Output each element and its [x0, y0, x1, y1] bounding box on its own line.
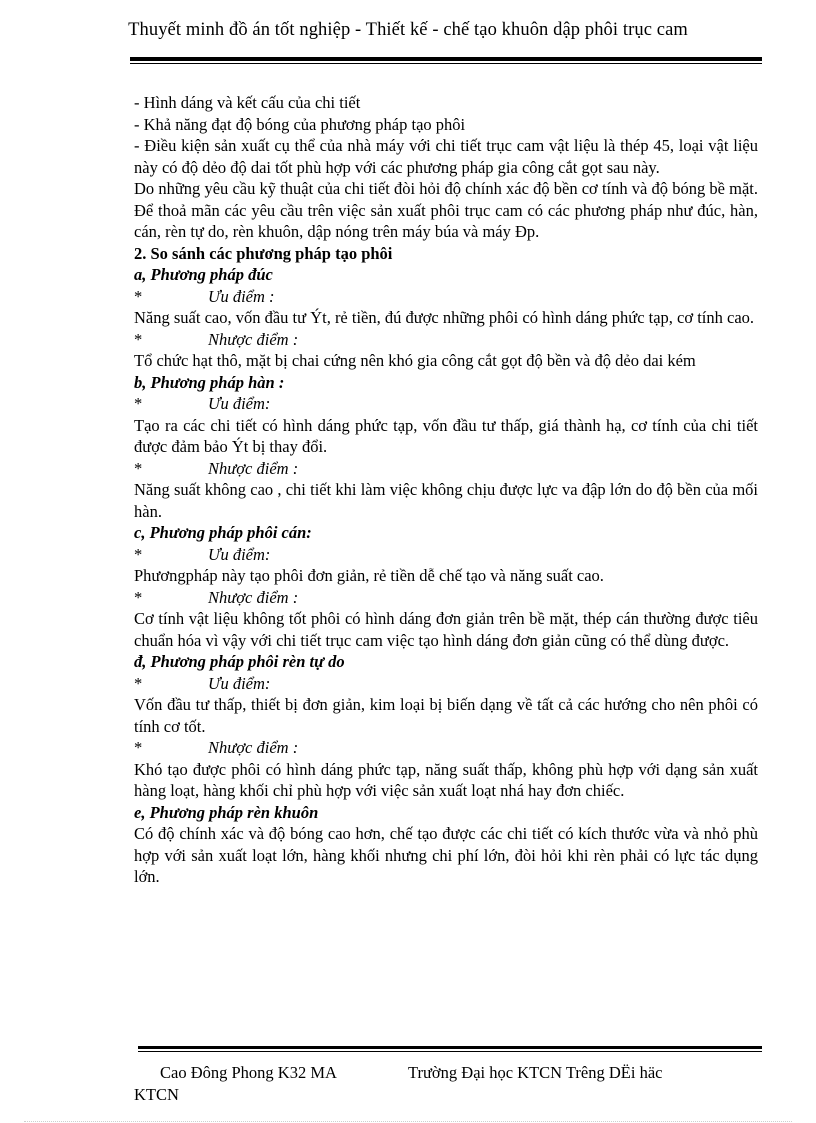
disadvantage-text: Khó tạo được phôi có hình dáng phức tạp, năng suất thấp, không phù hợp với dạng sản xuất hàng loạt, hàng khối chỉ phù hợp với việc sản xuất loạt nhá hay đơn chiếc.	[134, 759, 758, 800]
disadvantage-line	[134, 587, 758, 609]
list-item: - Điều kiện sản xuất cụ thể của nhà máy với chi tiết trục cam vật liệu là thép 45, loại vật liệu này có độ dẻo độ dai tốt phù hợp với các phương pháp gia công cắt gọt sau này.	[134, 136, 758, 177]
method-text: Có độ chính xác và độ bóng cao hơn, chế tạo được các chi tiết có kích thước vừa và nhỏ phù hợp với sản xuất loạt lớn, hàng khối nhưng chi phí lớn, đòi hỏi khi rèn phải có lực tác dụng lớn.	[134, 824, 758, 886]
advantage-label: Ưu điểm:	[208, 394, 271, 413]
disadvantage-line	[134, 458, 758, 480]
intro-paragraph: Do những yêu cầu kỹ thuật của chi tiết đòi hỏi độ chính xác độ bền cơ tính và độ bóng bề mặt. Để thoả mãn các yêu cầu trên việc sản xuất phôi trục cam có các phương pháp như đúc, hàn, cán, rèn tự do, rèn khuôn, dập nóng trên máy búa và máy Đp.	[134, 179, 758, 241]
bullet-symbol: *	[134, 673, 143, 693]
advantage-text: Tạo ra các chi tiết có hình dáng phức tạp, vốn đầu tư thấp, giá thành hạ, cơ tính của chi tiết được đảm bảo Ýt bị thay đổi.	[134, 415, 758, 456]
footer-rule	[138, 1046, 762, 1052]
disadvantage-label: Nhược điểm :	[208, 587, 299, 607]
advantage-line	[134, 286, 758, 308]
footer-school: Trường Đại học KTCN Trêng DËi häc	[408, 1063, 663, 1082]
method-title-die-forging: e, Phương pháp rèn khuôn	[134, 802, 319, 822]
bullet-symbol: *	[134, 394, 143, 413]
disadvantage-text: Năng suất không cao , chi tiết khi làm việc không chịu được lực va đập lớn do độ bền của mối hàn.	[134, 480, 758, 521]
advantage-text: Phươngpháp này tạo phôi đơn giản, rẻ tiền dễ chế tạo và năng suất cao.	[134, 566, 604, 585]
disadvantage-label: Nhược điểm :	[208, 738, 299, 757]
method-title-casting: a, Phương pháp đúc	[134, 265, 273, 284]
advantage-line	[134, 673, 758, 695]
disadvantage-line	[134, 329, 758, 351]
bullet-symbol: *	[134, 286, 143, 306]
bullet-symbol: *	[134, 738, 143, 757]
advantage-text: Vốn đầu tư thấp, thiết bị đơn giản, kim loại bị biến dạng về tất cả các hướng cho nên phôi có tính cơ tốt.	[134, 695, 758, 736]
section-heading: 2. So sánh các phương pháp tạo phôi	[134, 243, 393, 263]
page-header-title: Thuyết minh đồ án tốt nghiệp - Thiết kế - chế tạo khuôn dập phôi trục cam	[128, 20, 688, 40]
page-bottom-divider	[24, 1121, 792, 1122]
method-title-free-forging: đ, Phương pháp phôi rèn tự do	[134, 652, 345, 671]
header-rule	[130, 57, 762, 64]
disadvantage-text: Cơ tính vật liệu không tốt phôi có hình dáng đơn giản trên bề mặt, thép cán thường được tiêu chuẩn hóa vì vậy với chi tiết trục cam việc tạo hình dáng đơn giản cũng có thể dùng được.	[134, 609, 758, 650]
advantage-line	[134, 393, 758, 415]
advantage-label: Ưu điểm :	[208, 286, 275, 306]
list-item: - Hình dáng và kết cấu của chi tiết	[134, 93, 361, 112]
disadvantage-line	[134, 737, 758, 759]
bullet-symbol: *	[134, 458, 143, 478]
advantage-label: Ưu điểm:	[208, 673, 271, 693]
footer-school-continued: KTCN	[134, 1085, 179, 1104]
disadvantage-text: Tổ chức hạt thô, mặt bị chai cứng nên khó gia công cắt gọt độ bền và độ dẻo dai kém	[134, 351, 696, 370]
list-item: - Khả năng đạt độ bóng của phương pháp tạo phôi	[134, 114, 466, 134]
advantage-text: Năng suất cao, vốn đầu tư Ýt, rẻ tiền, đú được những phôi có hình dáng phức tạp, cơ tính cao.	[134, 308, 755, 327]
bullet-symbol: *	[134, 544, 143, 564]
bullet-symbol: *	[134, 329, 143, 349]
method-title-rolling: c, Phương pháp phôi cán:	[134, 523, 312, 542]
method-title-welding: b, Phương pháp hàn :	[134, 372, 285, 392]
document-body	[134, 92, 758, 888]
disadvantage-label: Nhược điểm :	[208, 329, 299, 349]
advantage-label: Ưu điểm:	[208, 544, 271, 564]
page-footer	[134, 1062, 774, 1106]
bullet-symbol: *	[134, 587, 143, 607]
footer-author: Cao Đông Phong K32 MA	[160, 1063, 337, 1082]
disadvantage-label: Nhược điểm :	[208, 458, 299, 478]
advantage-line	[134, 544, 758, 566]
